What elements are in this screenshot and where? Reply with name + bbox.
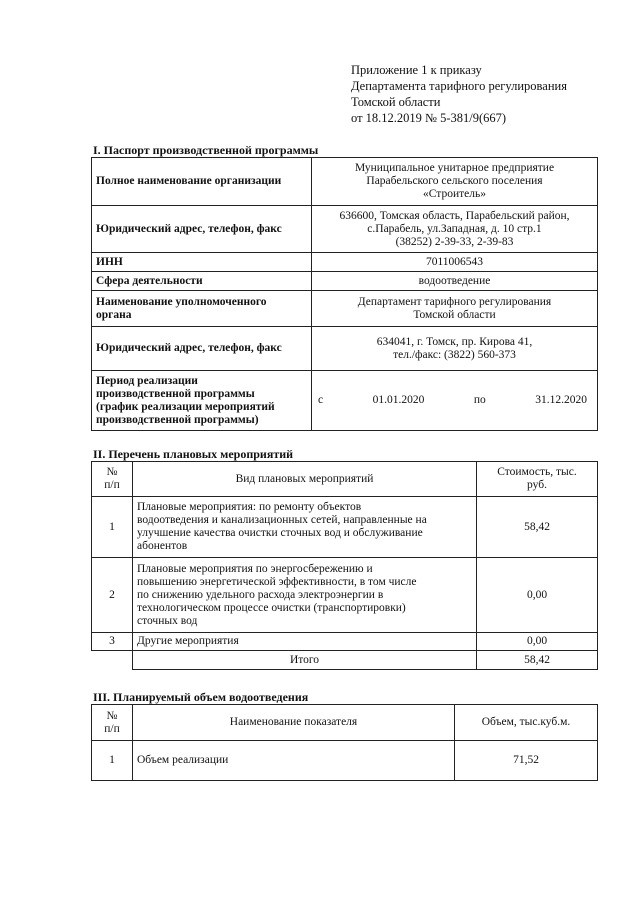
row-value [312, 158, 598, 206]
row-num: 1 [92, 497, 133, 558]
header-line: п/п [104, 722, 120, 735]
text-line: повышению энергетической эффективности, в том числе [137, 575, 417, 588]
row-text: Другие мероприятия [133, 633, 477, 651]
table-header-row [92, 705, 598, 741]
table-row [92, 158, 598, 206]
row-name: Объем реализации [133, 741, 455, 781]
row-label: Юридический адрес, телефон, факс [92, 206, 312, 253]
period-to-date: 31.12.2020 [535, 394, 587, 406]
row-label: Юридический адрес, телефон, факс [92, 327, 312, 371]
table-row [92, 253, 598, 272]
text-line: Плановые мероприятия: по ремонту объектов [137, 501, 362, 513]
label-line: (график реализации мероприятий [96, 400, 275, 413]
row-value: водоотведение [312, 272, 598, 291]
label-line: Период реализации [96, 374, 198, 387]
table-row [92, 497, 598, 558]
row-cost: 0,00 [477, 633, 598, 651]
section-2-title: II. Перечень плановых мероприятий [93, 447, 294, 461]
total-value: 58,42 [477, 651, 598, 670]
value-line: Томской области [413, 308, 496, 321]
blank-cell [92, 651, 133, 670]
row-volume: 71,52 [455, 741, 598, 781]
label-line: производственной программы) [96, 413, 259, 426]
table-row [92, 741, 598, 781]
table-row [92, 272, 598, 291]
label-line: Наименование уполномоченного [96, 295, 267, 308]
row-cost: 58,42 [477, 497, 598, 558]
row-value [312, 206, 598, 253]
value-line: тел./факс: (3822) 560-373 [393, 348, 516, 361]
period-from-word: с [318, 394, 324, 406]
volume-table [91, 704, 598, 781]
period-label [92, 371, 312, 431]
table-row [92, 291, 598, 327]
header-line: п/п [104, 479, 120, 491]
label-line: производственной программы [96, 387, 255, 400]
value-line: (38252) 2-39-33, 2-39-83 [395, 235, 514, 248]
header-line: Стоимость, тыс. [497, 466, 577, 478]
value-line: Муниципальное унитарное предприятие [354, 162, 555, 174]
row-num: 3 [92, 633, 133, 651]
total-row [92, 651, 598, 670]
num-header [92, 462, 133, 497]
table-row [92, 633, 598, 651]
value-line: Департамент тарифного регулирования [357, 295, 552, 308]
period-from-date: 01.01.2020 [372, 394, 425, 406]
name-header: Наименование показателя [133, 705, 455, 741]
passport-table [91, 157, 598, 431]
value-line: с.Парабель, ул.Западная, д. 10 стр.1 [367, 222, 542, 235]
period-value [312, 371, 598, 431]
order-header [351, 62, 567, 126]
table-row [92, 206, 598, 253]
value-line: Парабельского сельского поселения [366, 175, 543, 187]
total-label: Итого [133, 651, 477, 670]
name-header: Вид плановых мероприятий [133, 462, 477, 497]
value-line: 636600, Томская область, Парабельский район, [339, 209, 570, 222]
text-line: по снижению удельного расхода электроэнергии в [137, 588, 384, 601]
text-line: водоотведения и канализационных сетей, направленные на [137, 514, 427, 526]
text-line: улучшение качества очистки сточных вод и обслуживание [137, 527, 423, 539]
row-num: 2 [92, 558, 133, 633]
section-3-title: III. Планируемый объем водоотведения [93, 690, 309, 704]
row-value [312, 327, 598, 371]
row-value: 7011006543 [312, 253, 598, 272]
text-line: сточных вод [137, 614, 198, 627]
header-line: Департамента тарифного регулирования [351, 79, 567, 93]
volume-header: Объем, тыс.куб.м. [455, 705, 598, 741]
row-label [92, 291, 312, 327]
row-num: 1 [92, 741, 133, 781]
table-row [92, 371, 598, 431]
row-value [312, 291, 598, 327]
num-header [92, 705, 133, 741]
table-row [92, 327, 598, 371]
measures-table [91, 461, 598, 670]
period-to-word: по [473, 394, 486, 406]
row-text [133, 558, 477, 633]
header-line: № [106, 466, 118, 478]
row-cost: 0,00 [477, 558, 598, 633]
row-label: ИНН [92, 253, 312, 272]
text-line: абонентов [137, 540, 188, 552]
table-row [92, 558, 598, 633]
text-line: Плановые мероприятия по энергосбережению и [137, 562, 373, 575]
row-text [133, 497, 477, 558]
section-1-title: I. Паспорт производственной программы [93, 143, 319, 157]
label-line: органа [96, 308, 132, 321]
text-line: технологическом процессе очистки (транспортировки) [137, 601, 406, 614]
header-line: руб. [527, 479, 547, 491]
header-line: Томской области [351, 95, 441, 109]
value-line: «Строитель» [423, 188, 486, 200]
header-line: от 18.12.2019 № 5-381/9(667) [351, 111, 507, 125]
header-line: Приложение 1 к приказу [351, 63, 482, 77]
row-label: Полное наименование организации [92, 158, 312, 206]
header-line: № [106, 709, 118, 722]
table-header-row [92, 462, 598, 497]
value-line: 634041, г. Томск, пр. Кирова 41, [376, 335, 533, 348]
cost-header [477, 462, 598, 497]
row-label: Сфера деятельности [92, 272, 312, 291]
